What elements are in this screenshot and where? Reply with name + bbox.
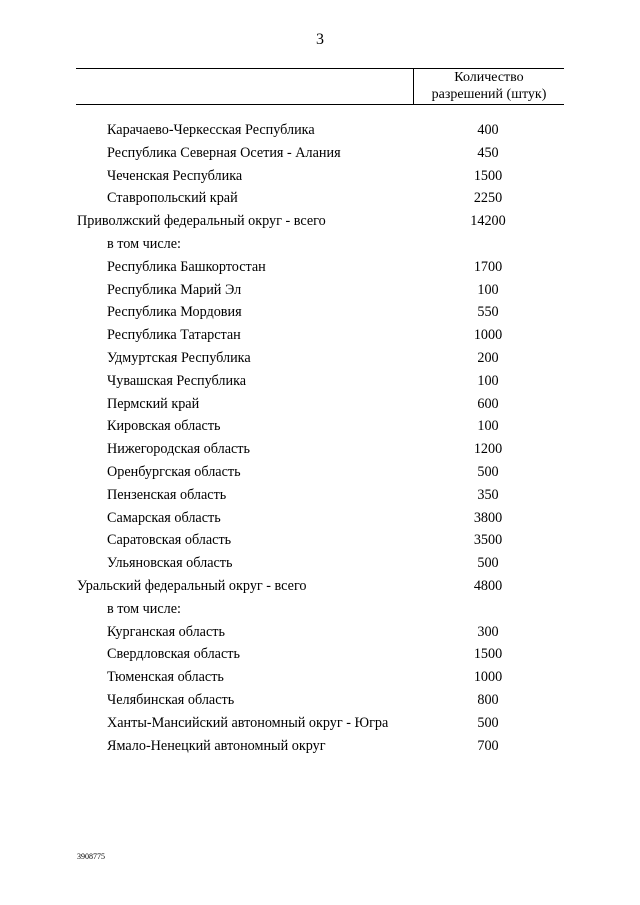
region-name: Ямало-Ненецкий автономный округ: [107, 737, 326, 754]
region-name: Уральский федеральный округ - всего: [77, 577, 307, 594]
permit-count: 200: [477, 349, 499, 366]
region-name: Челябинская область: [107, 691, 235, 708]
region-name: Ставропольский край: [107, 190, 238, 207]
permit-count: 1000: [473, 669, 503, 686]
region-name: Курганская область: [107, 623, 225, 640]
permit-count: 600: [477, 395, 499, 412]
permit-count: 800: [477, 691, 499, 708]
table-row: [0, 484, 640, 507]
column-header-line-2: разрешений (штук): [431, 87, 547, 102]
table-row: [0, 393, 640, 416]
region-name: в том числе:: [107, 600, 181, 617]
table-row: [0, 279, 640, 302]
table-row: [0, 438, 640, 461]
table-row: [0, 233, 640, 256]
permit-count: 2250: [473, 190, 503, 207]
permit-count: 1000: [473, 327, 503, 344]
column-header-permits: [414, 69, 564, 103]
permit-count: 100: [477, 372, 499, 389]
document-code: 3908775: [77, 852, 105, 861]
region-name: Нижегородская область: [107, 441, 250, 458]
table-row: [0, 165, 640, 188]
permit-count: 100: [477, 418, 499, 435]
permit-count: 1500: [473, 167, 503, 184]
region-name: Оренбургская область: [107, 463, 241, 480]
region-name: Республика Северная Осетия - Алания: [107, 144, 341, 161]
table-row: [0, 575, 640, 598]
table-row: [0, 347, 640, 370]
permit-count: 500: [477, 463, 499, 480]
permit-count: 14200: [470, 213, 506, 230]
region-name: Удмуртская Республика: [107, 349, 251, 366]
region-name: Свердловская область: [107, 646, 240, 663]
permit-count: 350: [477, 486, 499, 503]
table-row: [0, 598, 640, 621]
table-body: [0, 119, 640, 757]
region-name: в том числе:: [107, 235, 181, 252]
table-row: [0, 689, 640, 712]
permit-count: 3500: [473, 532, 503, 549]
table-row: [0, 142, 640, 165]
column-header-line-1: Количество: [454, 70, 524, 85]
permit-count: 3800: [473, 509, 503, 526]
region-name: Республика Татарстан: [107, 327, 241, 344]
table-row: [0, 324, 640, 347]
table-row: [0, 370, 640, 393]
table-row: [0, 621, 640, 644]
table-row: [0, 301, 640, 324]
permit-count: 700: [477, 737, 499, 754]
permit-count: 1500: [473, 646, 503, 663]
permit-count: 1700: [473, 258, 503, 275]
page-number: 3: [316, 31, 324, 48]
table-row: [0, 666, 640, 689]
table-row: [0, 735, 640, 758]
region-name: Пензенская область: [107, 486, 227, 503]
region-name: Ханты-Мансийский автономный округ - Югра: [107, 714, 389, 731]
region-name: Республика Мордовия: [107, 304, 242, 321]
permit-count: 100: [477, 281, 499, 298]
table-row: [0, 256, 640, 279]
table-row: [0, 187, 640, 210]
region-name: Республика Марий Эл: [107, 281, 242, 298]
permit-count: 550: [477, 304, 499, 321]
permit-count: 400: [477, 122, 499, 138]
table-row: [0, 210, 640, 233]
region-name: Приволжский федеральный округ - всего: [77, 213, 326, 230]
table-row: [0, 507, 640, 530]
permit-count: 500: [477, 555, 499, 572]
permit-count: 500: [477, 714, 499, 731]
region-name: Ульяновская область: [107, 555, 233, 572]
table-row: [0, 461, 640, 484]
region-name: Кировская область: [107, 418, 221, 435]
table-row: [0, 643, 640, 666]
region-name: Тюменская область: [107, 669, 224, 686]
table-row: [0, 119, 640, 142]
table-row: [0, 529, 640, 552]
table-row: [0, 712, 640, 735]
region-name: Чувашская Республика: [107, 372, 247, 389]
region-name: Пермский край: [107, 395, 200, 412]
permit-count: 4800: [473, 577, 503, 594]
region-name: Республика Башкортостан: [107, 258, 266, 275]
region-name: Чеченская Республика: [107, 167, 243, 184]
permit-count: 1200: [473, 441, 503, 458]
table-header-rule-bottom: [76, 104, 564, 105]
region-name: Карачаево-Черкесская Республика: [107, 122, 315, 138]
permit-count: 300: [477, 623, 499, 640]
table-row: [0, 415, 640, 438]
permit-count: 450: [477, 144, 499, 161]
region-name: Саратовская область: [107, 532, 232, 549]
region-name: Самарская область: [107, 509, 221, 526]
table-row: [0, 552, 640, 575]
